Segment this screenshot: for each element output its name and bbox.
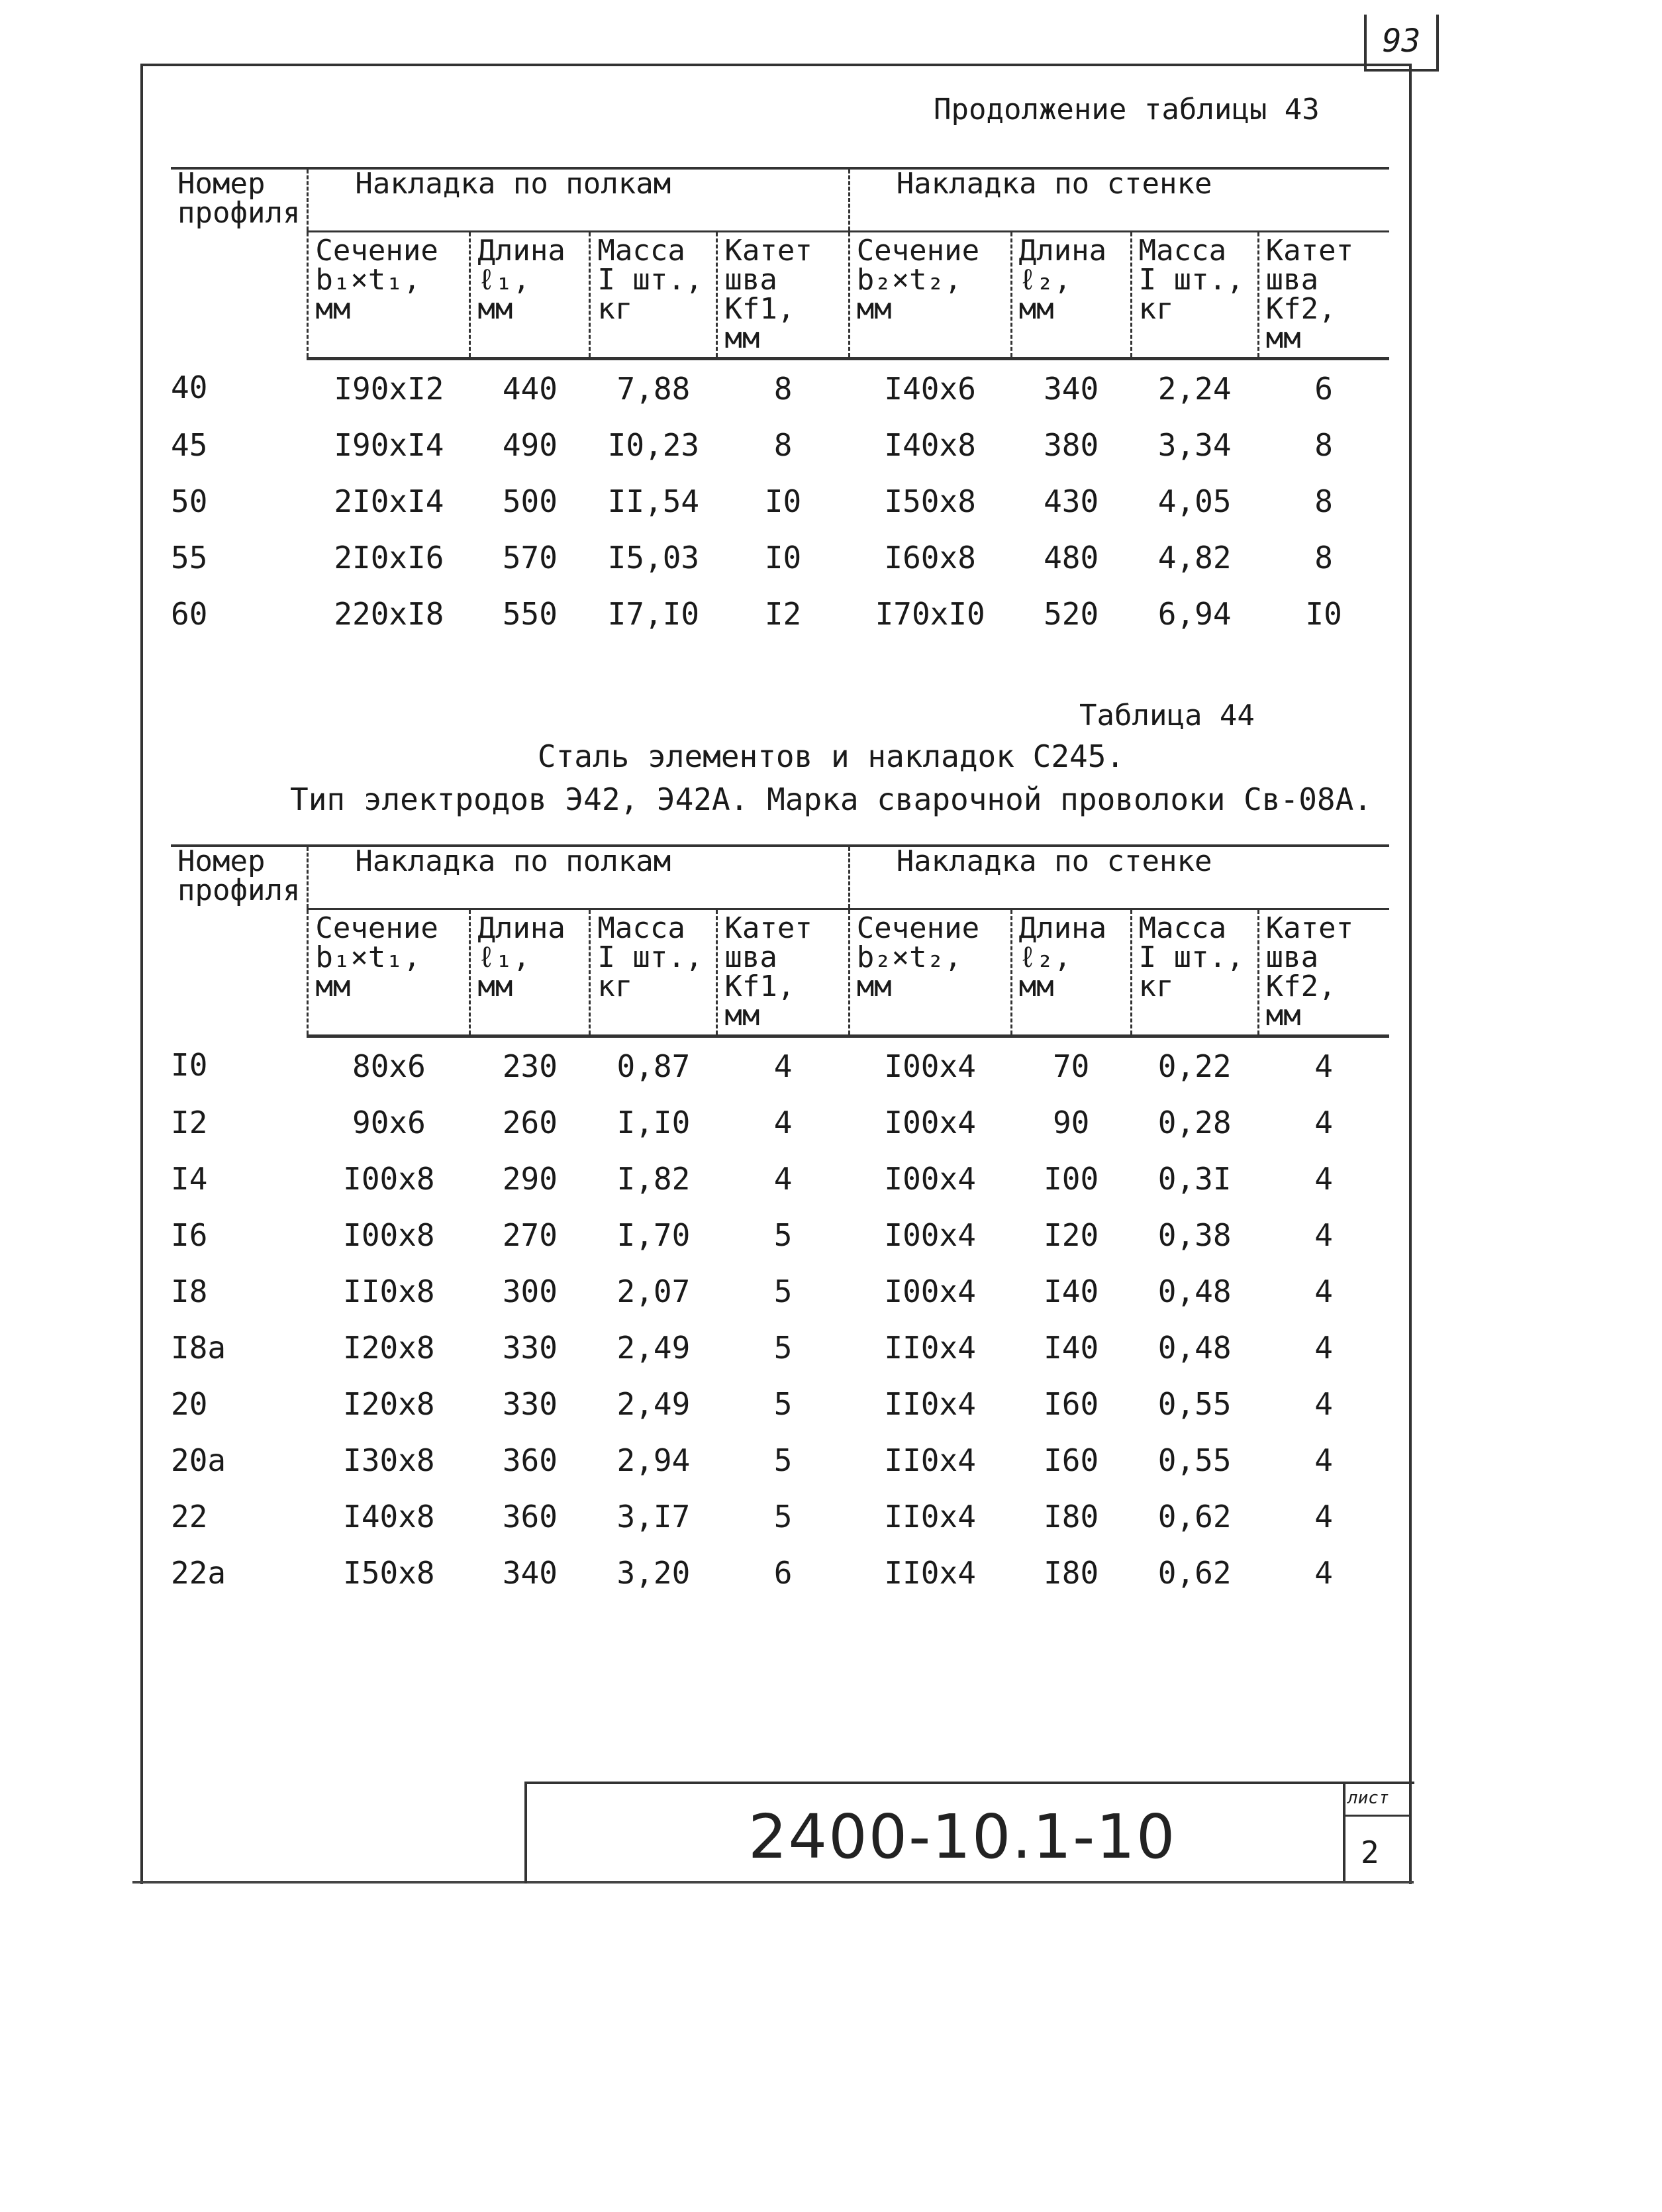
cell: 230 [502, 1048, 558, 1084]
table-row [171, 417, 1389, 473]
cell: 340 [502, 1554, 558, 1591]
group-flange-header: Накладка по полкам [308, 846, 849, 909]
cell: 520 [1044, 595, 1099, 632]
flange-weld-header: Катет шва Kf1, мм [717, 909, 849, 1036]
cell: I40x6 [884, 370, 976, 407]
cell: 2,94 [616, 1442, 691, 1478]
cell: I90xI2 [334, 370, 444, 407]
table44-title-line2: Тип электродов Э42, Э42А. Марка сварочной проволоки Св-08А. [290, 781, 1372, 817]
cell: 300 [502, 1273, 558, 1309]
cell: 4 [1314, 1048, 1333, 1084]
cell: II0x4 [884, 1385, 976, 1422]
cell: 0,28 [1157, 1104, 1232, 1140]
cell: 0,3I [1157, 1160, 1232, 1197]
cell: 3,I7 [616, 1498, 691, 1534]
cell: 2,49 [616, 1385, 691, 1422]
cell: 4,82 [1157, 539, 1232, 576]
cell: 440 [502, 370, 558, 407]
table-row [171, 1207, 1389, 1263]
cell: I,82 [616, 1160, 691, 1197]
cell: I80 [1044, 1498, 1099, 1534]
table-row [171, 1432, 1389, 1488]
cell: 22 [171, 1498, 208, 1534]
cell: I40x8 [884, 427, 976, 463]
cell: 260 [502, 1104, 558, 1140]
cell: 7,88 [616, 370, 691, 407]
cell: I20 [1044, 1217, 1099, 1253]
cell: 50 [171, 483, 208, 519]
table44 [171, 844, 1389, 1601]
cell: I,70 [616, 1217, 691, 1253]
cell: 360 [502, 1498, 558, 1534]
table43-caption: Продолжение таблицы 43 [934, 93, 1320, 126]
cell: 2,49 [616, 1329, 691, 1366]
cell: I00x4 [884, 1217, 976, 1253]
cell: I,I0 [616, 1104, 691, 1140]
cell: 5 [773, 1385, 793, 1422]
cell: 4 [1314, 1442, 1333, 1478]
cell: 330 [502, 1385, 558, 1422]
cell: I6 [171, 1217, 208, 1253]
cell: II,54 [607, 483, 700, 519]
cell: 5 [773, 1498, 793, 1534]
web-section-header: Сечение b₂×t₂, мм [849, 232, 1011, 359]
cell: 0,87 [616, 1048, 691, 1084]
cell: 8 [773, 370, 793, 407]
cell: 4 [1314, 1498, 1333, 1534]
cell: I00x4 [884, 1160, 976, 1197]
cell: 290 [502, 1160, 558, 1197]
cell: 6 [773, 1554, 793, 1591]
table-row [171, 1150, 1389, 1207]
cell: 430 [1044, 483, 1099, 519]
table-row [171, 529, 1389, 585]
cell: I8 [171, 1273, 208, 1309]
cell: 340 [1044, 370, 1099, 407]
page-number: 93 [1364, 15, 1439, 72]
cell: I60 [1044, 1442, 1099, 1478]
cell: 4 [773, 1048, 793, 1084]
cell: 5 [773, 1329, 793, 1366]
cell: I50x8 [884, 483, 976, 519]
cell: 0,48 [1157, 1273, 1232, 1309]
cell: 0,62 [1157, 1554, 1232, 1591]
cell: 20a [171, 1442, 226, 1478]
cell: I60x8 [884, 539, 976, 576]
cell: II0x8 [343, 1273, 435, 1309]
table-row [171, 1319, 1389, 1376]
cell: 60 [171, 595, 208, 632]
cell: 4 [1314, 1273, 1333, 1309]
cell: 2I0xI4 [334, 483, 444, 519]
cell: 0,48 [1157, 1329, 1232, 1366]
cell: I30x8 [343, 1442, 435, 1478]
cell: 80x6 [352, 1048, 426, 1084]
cell: 6 [1314, 370, 1333, 407]
cell: 0,55 [1157, 1442, 1232, 1478]
cell: 4 [1314, 1217, 1333, 1253]
table43 [171, 167, 1389, 642]
cell: II0x4 [884, 1498, 976, 1534]
flange-mass-header: Масса I шт., кг [590, 232, 717, 359]
table-row [171, 1376, 1389, 1432]
cell: 330 [502, 1329, 558, 1366]
cell: 40 [171, 370, 208, 406]
table-row [171, 1036, 1389, 1095]
title-block-divider [1343, 1782, 1345, 1881]
cell: I0,23 [607, 427, 700, 463]
cell: I40x8 [343, 1498, 435, 1534]
cell: I7,I0 [607, 595, 700, 632]
group-flange-header: Накладка по полкам [308, 168, 849, 232]
cell: 22a [171, 1554, 226, 1591]
cell: 3,20 [616, 1554, 691, 1591]
col-profile-header: Номер профиля [171, 168, 308, 359]
cell: II0x4 [884, 1442, 976, 1478]
table-row [171, 1544, 1389, 1601]
cell: II0x4 [884, 1329, 976, 1366]
cell: I4 [171, 1160, 208, 1197]
cell: 8 [1314, 539, 1333, 576]
cell: 4 [1314, 1554, 1333, 1591]
flange-weld-header: Катет шва Kf1, мм [717, 232, 849, 359]
cell: 3,34 [1157, 427, 1232, 463]
sheet-label-line [1343, 1815, 1412, 1817]
cell: 570 [502, 539, 558, 576]
flange-section-header: Сечение b₁×t₁, мм [308, 232, 470, 359]
table-row [171, 473, 1389, 529]
cell: 6,94 [1157, 595, 1232, 632]
cell: I00x8 [343, 1217, 435, 1253]
cell: 4 [1314, 1329, 1333, 1366]
cell: 270 [502, 1217, 558, 1253]
web-weld-header: Катет шва Kf2, мм [1258, 232, 1389, 359]
cell: I0 [764, 539, 802, 576]
cell: I00 [1044, 1160, 1099, 1197]
cell: 2,24 [1157, 370, 1232, 407]
cell: 220xI8 [334, 595, 444, 632]
cell: I50x8 [343, 1554, 435, 1591]
cell: I00x4 [884, 1104, 976, 1140]
table-row [171, 1263, 1389, 1319]
web-mass-header: Масса I шт., кг [1131, 232, 1258, 359]
cell: I80 [1044, 1554, 1099, 1591]
cell: 20 [171, 1385, 208, 1422]
cell: I5,03 [607, 539, 700, 576]
cell: 4 [773, 1104, 793, 1140]
cell: II0x4 [884, 1554, 976, 1591]
cell: I00x4 [884, 1048, 976, 1084]
cell: 380 [1044, 427, 1099, 463]
flange-section-header: Сечение b₁×t₁, мм [308, 909, 470, 1036]
cell: I90xI4 [334, 427, 444, 463]
table-row [171, 1488, 1389, 1544]
cell: 480 [1044, 539, 1099, 576]
table44-title-line1: Сталь элементов и накладок С245. [537, 738, 1125, 774]
cell: I00x8 [343, 1160, 435, 1197]
cell: I60 [1044, 1385, 1099, 1422]
cell: 8 [773, 427, 793, 463]
cell: 4,05 [1157, 483, 1232, 519]
col-profile-header: Номер профиля [171, 846, 308, 1036]
cell: 4 [773, 1160, 793, 1197]
flange-length-header: Длина ℓ₁, мм [470, 909, 590, 1036]
document-code: 2400-10.1-10 [748, 1801, 1177, 1872]
cell: 360 [502, 1442, 558, 1478]
group-web-header: Накладка по стенке [849, 846, 1389, 909]
cell: I0 [764, 483, 802, 519]
cell: 90 [1052, 1104, 1090, 1140]
sheet-label: лист [1347, 1788, 1389, 1808]
cell: 490 [502, 427, 558, 463]
sheet-number: 2 [1361, 1835, 1379, 1870]
cell: 0,38 [1157, 1217, 1232, 1253]
cell: 5 [773, 1273, 793, 1309]
cell: 4 [1314, 1104, 1333, 1140]
cell: 8 [1314, 483, 1333, 519]
cell: 5 [773, 1442, 793, 1478]
cell: 90x6 [352, 1104, 426, 1140]
group-web-header: Накладка по стенке [849, 168, 1389, 232]
table-row [171, 585, 1389, 642]
cell: I0 [1305, 595, 1342, 632]
table-row [171, 359, 1389, 417]
cell: 55 [171, 539, 208, 576]
cell: I00x4 [884, 1273, 976, 1309]
cell: I40 [1044, 1329, 1099, 1366]
cell: 0,55 [1157, 1385, 1232, 1422]
cell: 4 [1314, 1160, 1333, 1197]
cell: I2 [764, 595, 802, 632]
cell: I20x8 [343, 1329, 435, 1366]
web-length-header: Длина ℓ₂, мм [1011, 909, 1131, 1036]
cell: I0 [171, 1047, 208, 1083]
cell: I8a [171, 1329, 226, 1366]
cell: 8 [1314, 427, 1333, 463]
table-row [171, 1094, 1389, 1150]
cell: I2 [171, 1104, 208, 1140]
cell: 2,07 [616, 1273, 691, 1309]
flange-length-header: Длина ℓ₁, мм [470, 232, 590, 359]
cell: 2I0xI6 [334, 539, 444, 576]
cell: I40 [1044, 1273, 1099, 1309]
table44-caption: Таблица 44 [1079, 699, 1255, 732]
cell: 4 [1314, 1385, 1333, 1422]
flange-mass-header: Масса I шт., кг [590, 909, 717, 1036]
web-length-header: Длина ℓ₂, мм [1011, 232, 1131, 359]
web-weld-header: Катет шва Kf2, мм [1258, 909, 1389, 1036]
cell: 70 [1052, 1048, 1090, 1084]
cell: 0,62 [1157, 1498, 1232, 1534]
cell: 45 [171, 427, 208, 463]
cell: 0,22 [1157, 1048, 1232, 1084]
cell: I20x8 [343, 1385, 435, 1422]
cell: I70xI0 [875, 595, 985, 632]
cell: 5 [773, 1217, 793, 1253]
cell: 500 [502, 483, 558, 519]
web-section-header: Сечение b₂×t₂, мм [849, 909, 1011, 1036]
web-mass-header: Масса I шт., кг [1131, 909, 1258, 1036]
cell: 550 [502, 595, 558, 632]
